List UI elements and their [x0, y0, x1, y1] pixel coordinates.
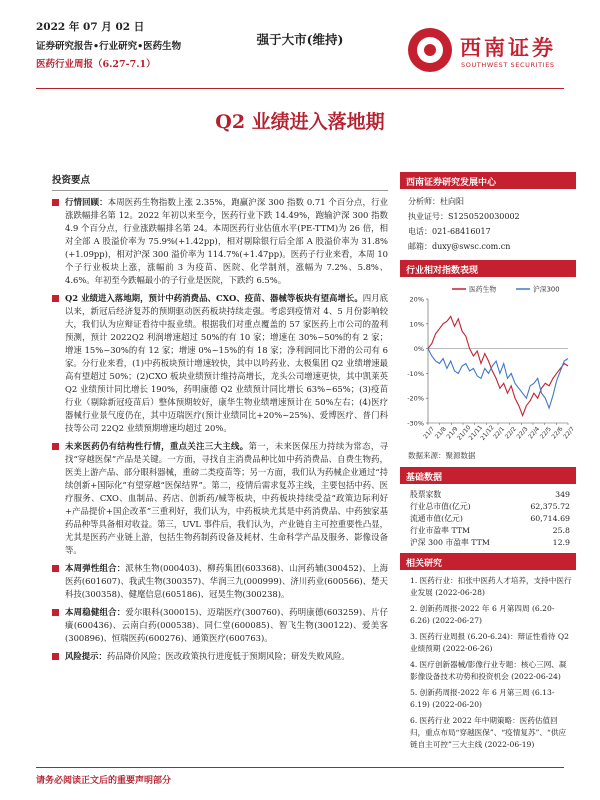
- key-point-text: 四月底以来，新冠后经济复苏的预期驱动医药板块持续走强。考虑到疫情对 4、5 月份影响较大，我们认为应辩证看待中报业绩。根据我们对重点覆盖的 57 家医药上市公司的盈利预测，预计 2022Q2 利润增速超过 50%的有 10 家；增速在 30%~50%的有 2 家；增速 15%~30%的有 12 家；增速 0%~15%的有 18 家；净利润同比下滑的公司有 6 家。分行业来看，(1)中药板块预计增速较快，其中以吟药业、太极集团 Q2 业绩增速最高有望超过 50%；(2)CXO 板块业绩预计维持高增长，龙头公司增速更快，其中凯莱英 Q2 业绩预计同比增长 190%，药明康德 Q2 业绩预计同比增长 63%~65%；(3)疫苗行业（剔除新冠疫苗后）整体预期较好，康华生物业绩增速预计在 50%左右；(4)医疗器械行业景气度仍在，其中迈瑞医疗(预计业绩同比+20%~25%)、爱博医疗、普门科技等公司 22Q2 业绩预期增速均超过 20%。: [65, 293, 388, 433]
- x-tick-label: 22/3: [515, 425, 530, 441]
- related-research-title: 相关研究: [400, 553, 576, 570]
- industry-rating: 强于大市(维持): [256, 32, 344, 47]
- x-tick-label: 21/8: [433, 425, 448, 441]
- basic-data-row: [410, 537, 570, 549]
- key-point-lead: Q2 业绩进入落地期，预计中药消费品、CXO、疫苗、器械等板块有望高增长。: [65, 293, 363, 303]
- related-research-item[interactable]: 1. 医药行业：扣张中医药人才培养，支持中医行业发展 (2022-06-28): [410, 576, 572, 597]
- related-research-item[interactable]: 5. 创新药周报-2022 年 6 月第三周 (6.13-6.19) (2022-06-20): [410, 688, 555, 709]
- basic-data-table: [400, 484, 576, 553]
- key-point-lead: 本周稳健组合：: [65, 607, 126, 617]
- basic-data-value: 25.8: [552, 526, 570, 535]
- related-research-list: [400, 570, 576, 751]
- key-point-q2-results: [52, 292, 388, 435]
- key-points-heading: 投资要点: [52, 175, 91, 186]
- related-research-item[interactable]: 3. 医药行业周报 (6.20-6.24)：辩证性看待 Q2 业绩预期 (2022-06-26): [410, 632, 569, 653]
- basic-data-key: 行业市盈率 TTM: [410, 526, 470, 535]
- x-tick-label: 21/10: [455, 424, 473, 442]
- report-category: 证券研究报告•行业研究•医药生物: [36, 41, 182, 52]
- key-point-text: 爱尔眼科(300015)、迈瑞医疗(300760)、药明康德(603259)、片仔癀(600436)、云南白药(000538)、同仁堂(600085)、智飞生物(300122)、爱美客(300896)、恒瑞医药(600276)、通策医疗(600763)。: [65, 607, 389, 643]
- x-tick-label: 21/9: [445, 425, 460, 441]
- report-header: [0, 0, 600, 95]
- team-title: 西南证券研究发展中心: [400, 172, 576, 189]
- key-point-lead: 本周弹性组合：: [65, 563, 126, 573]
- key-point-text: 派林生物(000403)、柳药集团(603368)、山河药辅(300452)、上海医药(601607)、我武生物(300357)、华润三九(000999)、济川药业(600566)、楚天科技(300358)、健麾信息(605186)、冠昊生物(300238)。: [65, 563, 389, 599]
- key-points-divider: [52, 190, 388, 191]
- key-point-market-review: [52, 196, 388, 287]
- key-point-risk-warning: [52, 650, 388, 663]
- basic-data-key: 沪深 300 市盈率 TTM: [410, 538, 490, 547]
- x-tick-label: 22/1: [492, 425, 507, 441]
- x-tick-label: 21/11: [467, 424, 485, 442]
- key-point-stable-portfolio: [52, 606, 388, 645]
- x-tick-label: 22/4: [527, 425, 542, 441]
- x-tick-label: 21/12: [479, 424, 496, 442]
- basic-data-value: 349: [555, 490, 570, 499]
- basic-data-row: [410, 501, 570, 513]
- related-research-item[interactable]: 2. 创新药周报-2022 年 6 月第四周 (6.20-6.26) (2022-06-27): [410, 604, 555, 625]
- key-point-three-themes: [52, 440, 388, 557]
- basic-data-key: 行业总市值(亿元): [410, 502, 471, 511]
- x-tick-label: 22/2: [503, 425, 518, 441]
- performance-chart-svg: [400, 277, 576, 449]
- y-tick-label: -20%: [407, 394, 424, 403]
- x-tick-label: 22/5: [538, 425, 553, 441]
- key-point-lead: 风险提示：: [65, 651, 107, 661]
- key-point-elastic-portfolio: [52, 562, 388, 601]
- basic-data-value: 60,714.69: [530, 514, 570, 523]
- legend-label: 医药生物: [469, 285, 497, 294]
- header-divider: [36, 88, 564, 89]
- basic-data-row: [410, 513, 570, 525]
- report-date: 2022 年 07 月 02 日: [36, 21, 145, 33]
- basic-data-row: [410, 525, 570, 537]
- key-points-section: [52, 172, 388, 668]
- y-tick-label: 20%: [409, 295, 424, 304]
- y-tick-label: 0%: [413, 345, 424, 354]
- analyst-phone: 电话：021-68416017: [408, 227, 491, 236]
- y-tick-label: 10%: [409, 320, 424, 329]
- basic-data-key: 股票家数: [410, 490, 442, 499]
- footer-disclaimer: 请务必阅读正文后的重要声明部分: [36, 776, 172, 786]
- analyst-name: 分析师：杜向阳: [408, 197, 464, 206]
- chart-data-source: 数据来源：聚源数据: [408, 451, 476, 460]
- series-line-csi300: [428, 349, 568, 409]
- x-tick-label: 22/6: [550, 425, 565, 441]
- basic-data-title: 基础数据: [400, 467, 576, 484]
- company-logo: [408, 28, 568, 78]
- sidebar: [400, 172, 576, 755]
- footer-divider: [36, 767, 564, 768]
- logo-emblem-icon: [408, 28, 452, 72]
- x-tick-label: 22/7: [562, 425, 576, 441]
- performance-title: 行业相对指数表现: [400, 260, 576, 277]
- x-tick-label: 21/7: [422, 425, 437, 441]
- related-research-item[interactable]: 4. 医疗创新器械/影像行业专题：核心三网、凝影像设备技术功势和投资机会 (2022-06-24): [410, 660, 567, 681]
- basic-data-value: 62,375.72: [530, 502, 570, 511]
- analyst-email: 邮箱：duxy@swsc.com.cn: [408, 242, 511, 251]
- report-title: Q2 业绩进入落地期: [215, 111, 385, 133]
- analyst-license: 执业证号：S1250520030002: [408, 212, 520, 221]
- key-point-text: 第一，未来医保压力持续为常态，寻找“穿越医保”产品是关键。一方面，寻找自主消费品种比如中药消费品、自费生物药，医美上游产品、部分眼科器械，重磅二类疫苗等；另一方面，我们认为药械企业通过“持续创新+国际化”有望穿越“医保结界”。第二，疫情后需求复苏主线，主要包括中药、医疗服务、CXO、血制品、药店、创新药/械等板块，中药板块持续受益“政策边际利好+产品提价+国企改革”三重利好，我们认为，中药板块尤其是中药消费品、中药独家基药品种等具备相对收益。第三，UVL 事件后，我们认为，产业链自主可控重要性凸显，尤其是医药产业链上游，包括生物药制药设备及耗材、生命科学产品及服务、影像设备等。: [65, 441, 388, 555]
- y-tick-label: -30%: [407, 419, 424, 428]
- legend-label: 沪深300: [533, 285, 560, 294]
- logo-name-cn: 西南证券: [460, 35, 556, 60]
- basic-data-value: 12.9: [552, 538, 570, 547]
- key-point-text: 药品降价风险；医改政策执行进度低于预期风险；研发失败风险。: [106, 651, 350, 661]
- key-point-lead: 未来医药仍有结构性行情，重点关注三大主线。: [65, 441, 249, 451]
- key-point-text: 本周医药生物指数上涨 2.35%，跑赢沪深 300 指数 0.71 个百分点，行业涨跌幅排名第 12。2022 年初以来至今，医药行业下跌 14.49%，跑输沪深 300 指数 4.9 个百分点，行业涨跌幅排名第 24。本周医药行业估值水平(PE-TTM)为 26 倍，相对全部 A 股溢价率为 75.9%(+1.42pp)，相对剔除银行后全部 A 股溢价率为 31.8%(+1.09pp)，相对沪深 300 溢价率为 114.7%(+1.47pp)。医药子行业来看，本周 10个子行业板块上涨，涨幅前 3 为疫苗、医院、化学制剂，涨幅为 7.2%、5.8%、4.6%。年初至今跌幅最小的子行业是医院，下跌约 6.5%。: [65, 197, 388, 285]
- y-tick-label: -10%: [407, 369, 424, 378]
- related-research-item[interactable]: 6. 医药行业 2022 年中期策略：医药估值回归，重点布局“穿越医保”、“疫情复苏”、“供应链自主可控”三大主线 (2022-06-19): [410, 716, 567, 749]
- basic-data-row: [410, 489, 570, 501]
- report-series: 医药行业周报（6.27-7.1）: [36, 59, 156, 70]
- logo-name-en: SOUTHWEST SECURITIES: [461, 61, 555, 69]
- performance-chart: [400, 277, 576, 449]
- key-point-lead: 行情回顾：: [65, 197, 108, 207]
- analyst-info: [400, 189, 576, 260]
- basic-data-key: 流通市值(亿元): [410, 514, 463, 523]
